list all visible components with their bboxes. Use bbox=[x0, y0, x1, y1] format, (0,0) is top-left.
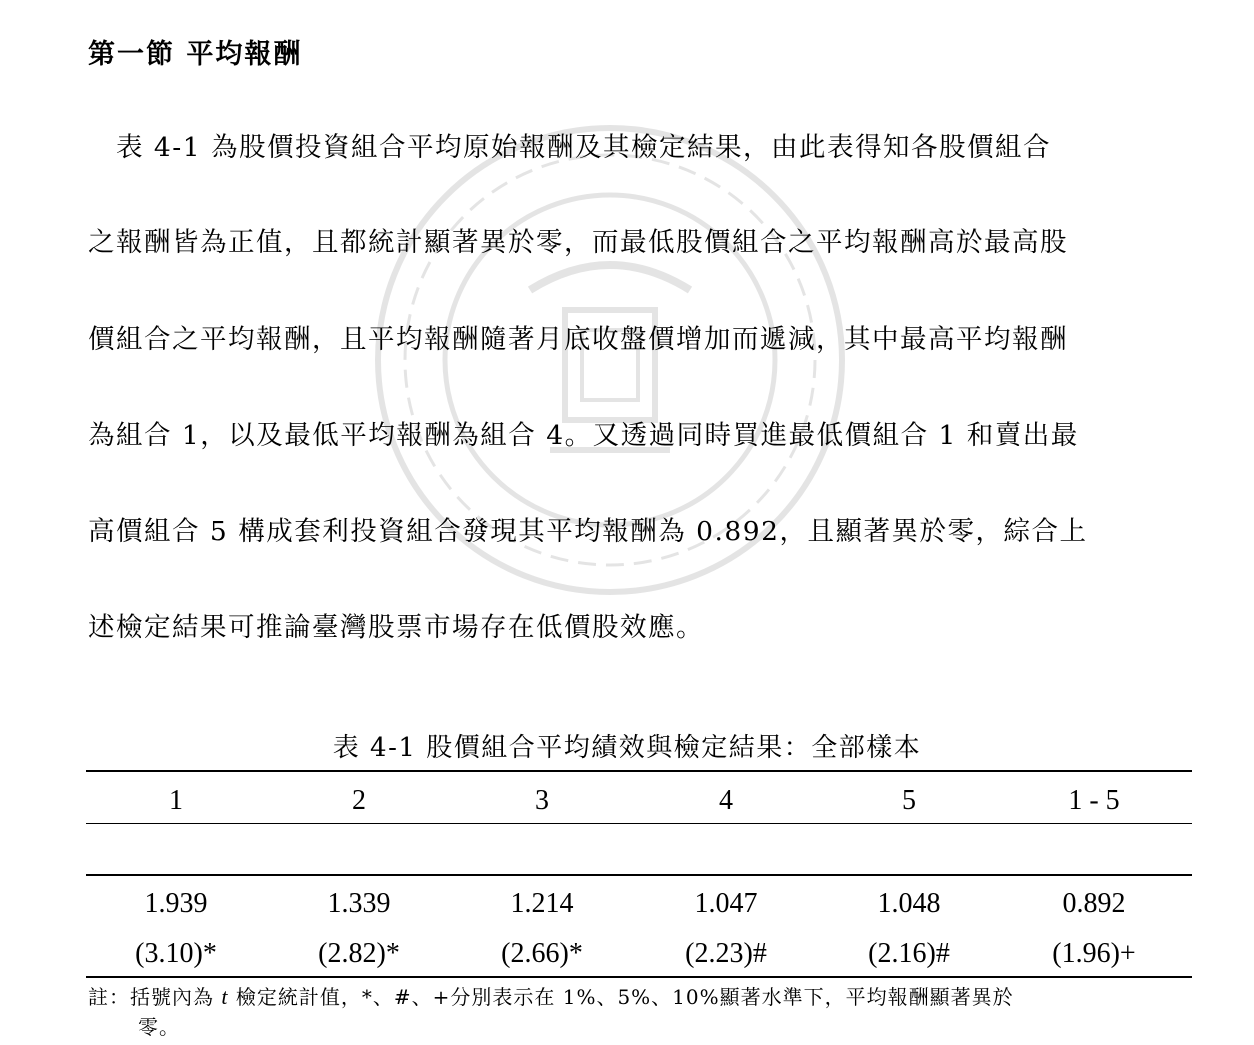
header-cell: 1 - 5 bbox=[1068, 785, 1120, 816]
table-row-tstats bbox=[86, 934, 1192, 974]
table-row-means bbox=[86, 884, 1192, 924]
paragraph-line: 價組合之平均報酬，且平均報酬隨著月底收盤價增加而遞減，其中最高平均報酬 bbox=[88, 324, 1068, 355]
note-line-2: 零。 bbox=[138, 1015, 180, 1039]
mean-cell: 1.939 bbox=[144, 888, 208, 919]
tstat-cell: (2.23)# bbox=[685, 938, 767, 969]
table-header-row bbox=[86, 781, 1192, 821]
header-cell: 3 bbox=[535, 785, 549, 816]
table-bottom-rule bbox=[86, 976, 1192, 978]
mean-cell: 1.214 bbox=[510, 888, 574, 919]
note-line-1 bbox=[88, 982, 1198, 1012]
tstat-cell: (1.96)+ bbox=[1052, 938, 1136, 969]
table-top-rule bbox=[86, 770, 1192, 772]
header-cell: 2 bbox=[352, 785, 366, 816]
header-cell: 5 bbox=[902, 785, 916, 816]
table-header-rule bbox=[86, 823, 1192, 824]
note-t-symbol: t bbox=[221, 984, 229, 1009]
paragraph-line: 述檢定結果可推論臺灣股票市場存在低價股效應。 bbox=[88, 612, 704, 643]
paragraph-line: 之報酬皆為正值，且都統計顯著異於零，而最低股價組合之平均報酬高於最高股 bbox=[88, 227, 1068, 258]
mean-cell: 1.047 bbox=[694, 888, 758, 919]
table-body-rule bbox=[86, 874, 1192, 876]
tstat-cell: (2.66)* bbox=[501, 938, 583, 969]
tstat-cell: (2.82)* bbox=[318, 938, 400, 969]
paragraph-line: 表 4-1 為股價投資組合平均原始報酬及其檢定結果，由此表得知各股價組合 bbox=[88, 132, 1052, 163]
section-title: 第一節 平均報酬 bbox=[88, 39, 303, 70]
tstat-cell: (2.16)# bbox=[868, 938, 950, 969]
header-cell: 1 bbox=[169, 785, 183, 816]
header-cell: 4 bbox=[719, 785, 733, 816]
table-note bbox=[88, 982, 1198, 1042]
mean-cell: 0.892 bbox=[1062, 888, 1126, 919]
tstat-cell: (3.10)* bbox=[135, 938, 217, 969]
table-caption: 表 4-1 股價組合平均績效與檢定結果：全部樣本 bbox=[332, 733, 922, 763]
mean-cell: 1.048 bbox=[877, 888, 941, 919]
note-rest: 檢定統計值，*、#、+分別表示在 1%、5%、10%顯著水準下，平均報酬顯著異於 bbox=[228, 985, 1014, 1009]
note-prefix: 註：括號內為 bbox=[88, 985, 222, 1009]
paragraph-line: 高價組合 5 構成套利投資組合發現其平均報酬為 0.892，且顯著異於零，綜合上 bbox=[88, 516, 1088, 547]
mean-cell: 1.339 bbox=[327, 888, 391, 919]
paragraph-line: 為組合 1，以及最低平均報酬為組合 4。又透過同時買進最低價組合 1 和賣出最 bbox=[88, 420, 1079, 451]
